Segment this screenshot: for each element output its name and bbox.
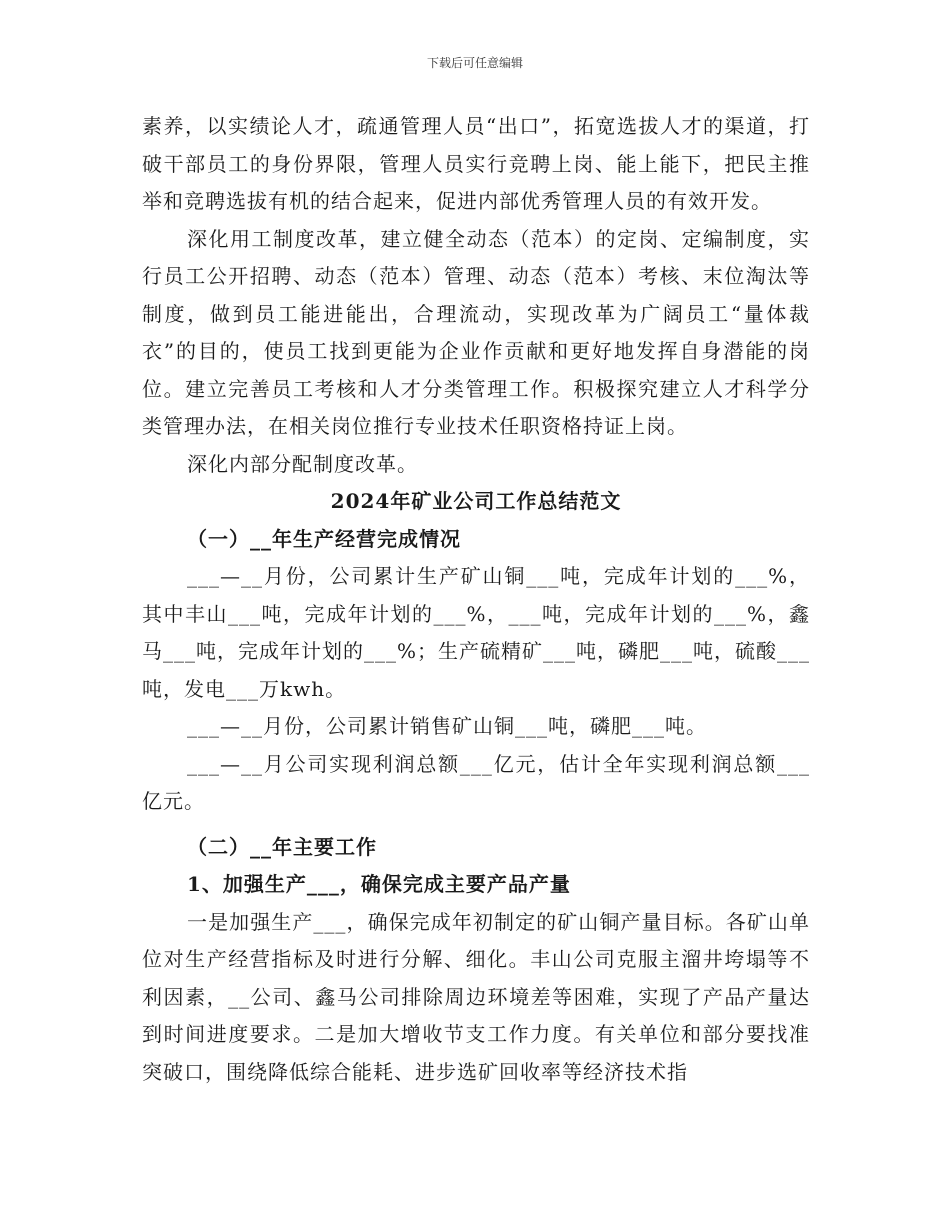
paragraph-profit: ___—__月公司实现利润总额___亿元，估计全年实现利润总额___亿元。 [142,751,810,813]
section-heading-main-work: （二）__年主要工作 [187,834,377,859]
paragraph-employment-reform: 深化用工制度改革，建立健全动态（范本）的定岗、定编制度，实行员工公开招聘、动态（范本）管理、动态（范本）考核、末位淘汰等制度，做到员工能进能出，合理流动，实现改革为广阔员工“量体裁衣”的目的，使员工找到更能为企业作贡献和更好地发挥自身潜能的岗位。建立完善员工考核和人才分类管理工作。积极探究建立人才科学分类管理办法，在相关岗位推行专业技术任职资格持证上岗。 [142,226,810,438]
subsection-heading-production: 1、加强生产___，确保完成主要产品产量 [187,872,571,896]
spacer [142,821,810,829]
page-header: 下载后可任意编辑 [426,56,523,70]
paragraph-production-output: ___—__月份，公司累计生产矿山铜___吨，完成年计划的___%，其中丰山___吨，完成年计划的___%，___吨，完成年计划的___%，鑫马___吨，完成年计划的___%；生产硫精矿___吨，磷肥___吨，硫酸___吨，发电___万kwh。 [142,564,811,701]
paragraph-distribution-reform: 深化内部分配制度改革。 [187,451,418,476]
paragraph-talent: 素养，以实绩论人才，疏通管理人员“出口”，拓宽选拔人才的渠道，打破干部员工的身份界限，管理人员实行竞聘上岗、能上能下，把民主推举和竞聘选拔有机的结合起来，促进内部优秀管理人员的有效开发。 [142,114,810,213]
section-heading-production: （一）__年生产经营完成情况 [187,526,461,551]
paragraph-production-detail: 一是加强生产___，确保完成年初制定的矿山铜产量目标。各矿山单位对生产经营指标及时进行分解、细化。丰山公司克服主溜井垮塌等不利因素，__公司、鑫马公司排除周边环境差等困难，实现了产品产量达到时间进度要求。二是加大增收节支工作力度。有关单位和部分要找准突破口，围绕降低综合能耗、进步选矿回收率等经济技术指 [142,909,810,1084]
document-title: 2024年矿业公司工作总结范文 [330,489,622,513]
paragraph-sales: ___—__月份，公司累计销售矿山铜___吨，磷肥___吨。 [187,714,707,738]
document-body [142,108,810,1091]
